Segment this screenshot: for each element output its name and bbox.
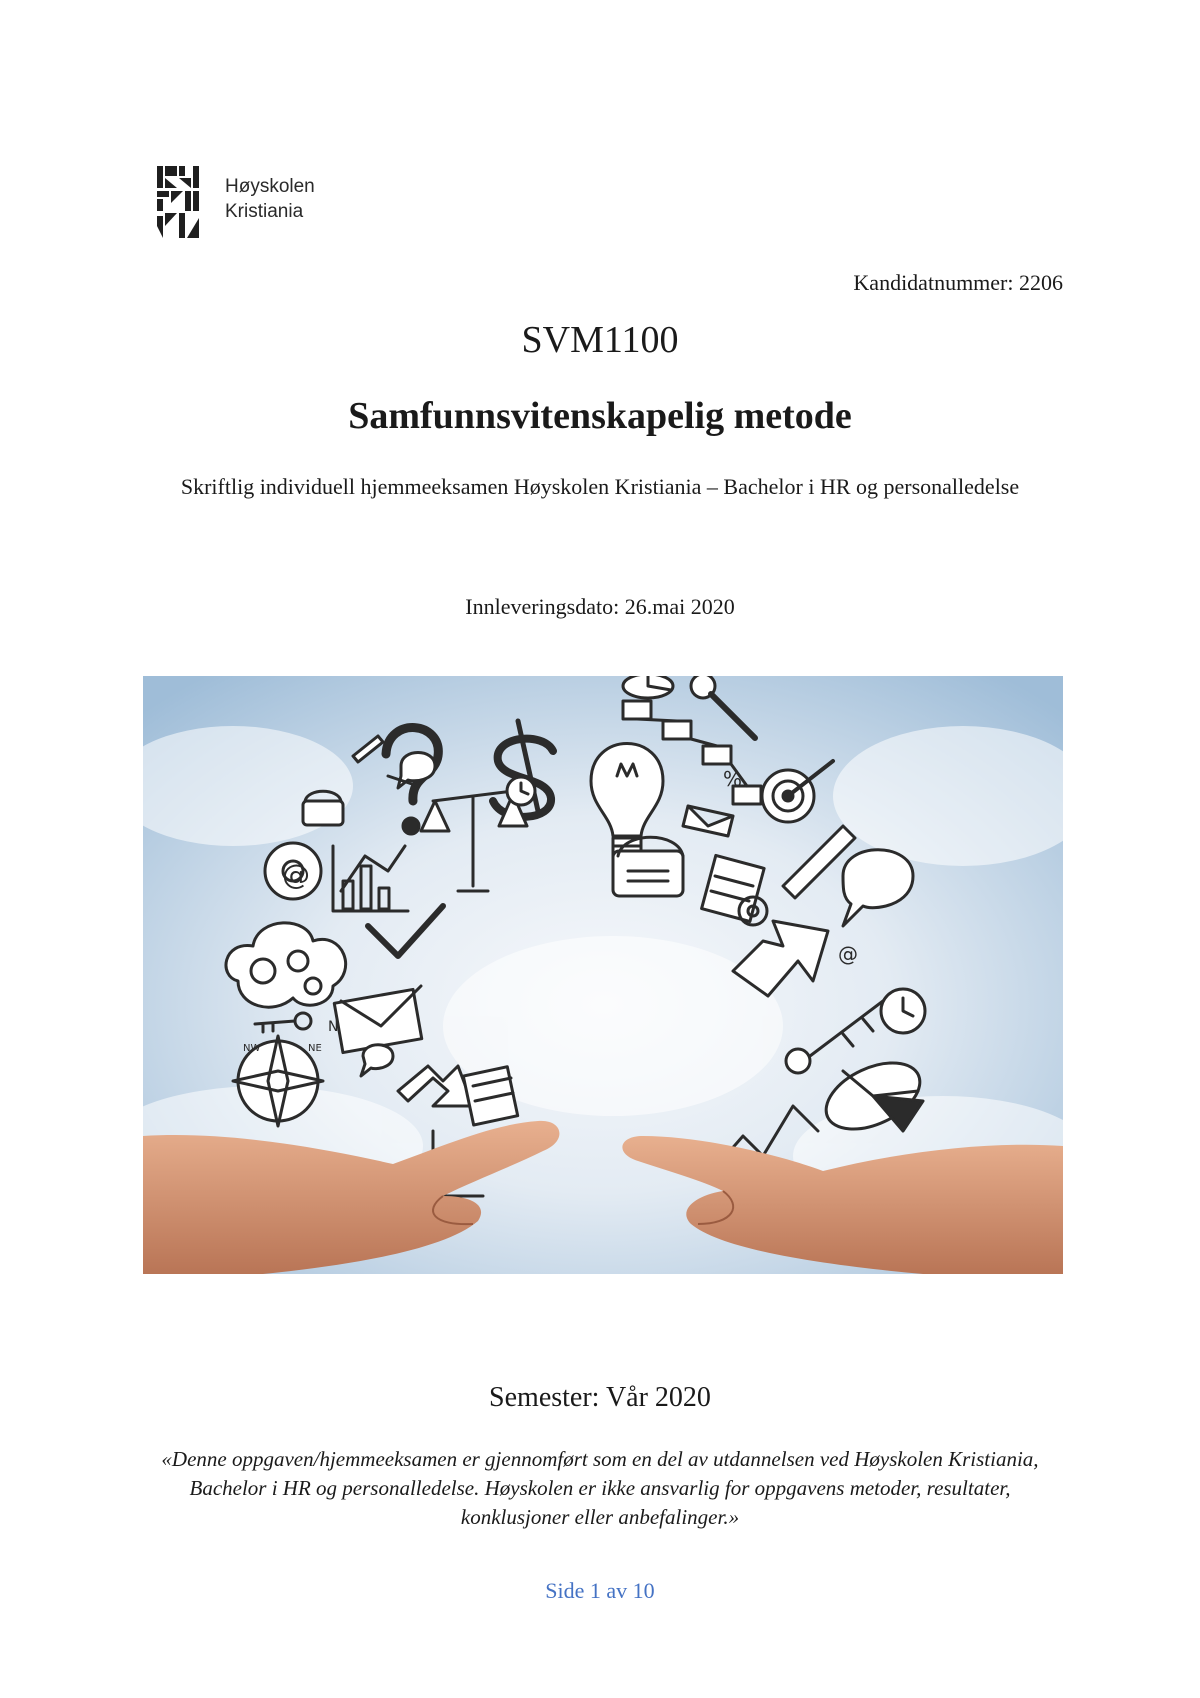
- logo-line-2: Kristiania: [225, 201, 304, 222]
- kristiania-logo-icon: [157, 166, 219, 238]
- pie-chart-icon: [623, 676, 673, 698]
- semester: Semester: Vår 2020: [489, 1382, 711, 1413]
- candidate-number: Kandidatnummer: 2206: [853, 270, 1063, 295]
- disclaimer: «Denne oppgaven/hjemmeeksamen er gjennomført som en del av utdannelsen ved Høyskolen Kristiania, Bachelor i HR og personalledelse. Høyskolen er ikke ansvarlig for oppgavens metoder, resultater, konklusjoner eller anbefalinger.»: [161, 1447, 1039, 1529]
- hero-image: [143, 676, 1063, 1274]
- course-name: Samfunnsvitenskapelig metode: [348, 395, 852, 437]
- logo-line-1: Høyskolen: [225, 176, 315, 197]
- submission-date: Innleveringsdato: 26.mai 2020: [465, 594, 735, 619]
- course-code: SVM1100: [521, 319, 679, 361]
- page-number: Side 1 av 10: [545, 1578, 655, 1603]
- compass-label: NE: [308, 1043, 322, 1054]
- clock-icon: [507, 777, 535, 805]
- school-logo: [157, 166, 347, 238]
- logo-text: [225, 174, 315, 224]
- compass-label: N: [328, 1019, 339, 1035]
- at-sign-icon: @: [838, 942, 858, 966]
- percent-icon: %: [723, 767, 743, 791]
- compass-label: NW: [243, 1043, 261, 1054]
- clock-icon: [881, 989, 925, 1033]
- grid-chart-icon: [463, 1067, 517, 1125]
- hands-icons-illustration: [143, 676, 1063, 1274]
- at-sign-label: @: [282, 858, 310, 891]
- exam-description: Skriftlig individuell hjemmeeksamen Høyskolen Kristiania – Bachelor i HR og personalledelse: [180, 474, 1020, 499]
